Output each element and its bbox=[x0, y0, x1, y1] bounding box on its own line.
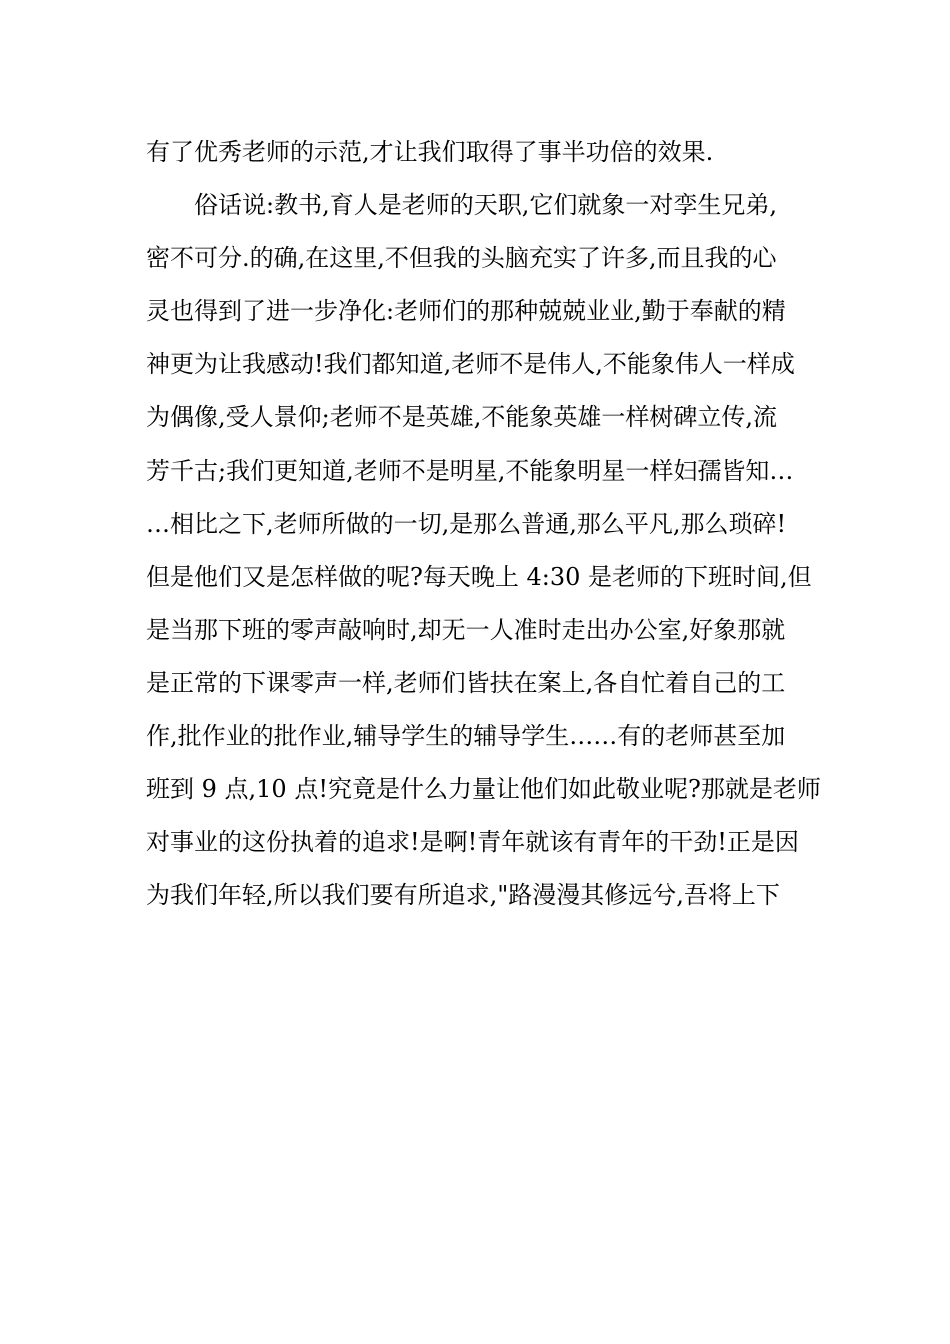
text-line: 灵也得到了进一步净化:老师们的那种兢兢业业,勤于奉献的精 bbox=[146, 297, 786, 326]
text-line: 有了优秀老师的示范,才让我们取得了事半功倍的效果. bbox=[146, 138, 714, 166]
text-line-paragraph-start: 俗话说:教书,育人是老师的天职,它们就象一对孪生兄弟, bbox=[194, 191, 777, 220]
text-line: 为偶像,受人景仰;老师不是英雄,不能象英雄一样树碑立传,流 bbox=[146, 403, 777, 432]
text-line: 芳千古;我们更知道,老师不是明星,不能象明星一样妇孺皆知… bbox=[146, 456, 794, 485]
text-line: 对事业的这份执着的追求!是啊!青年就该有青年的干劲!正是因 bbox=[146, 828, 799, 857]
text-line: 作,批作业的批作业,辅导学生的辅导学生……有的老师甚至加 bbox=[146, 722, 786, 751]
text-line: 但是他们又是怎样做的呢?每天晚上 4:30 是老师的下班时间,但 bbox=[146, 562, 812, 591]
text-line: 班到 9 点,10 点!究竟是什么力量让他们如此敬业呢?那就是老师 bbox=[146, 775, 821, 804]
text-line: 为我们年轻,所以我们要有所追求,"路漫漫其修远兮,吾将上下 bbox=[146, 881, 780, 910]
text-line: 神更为让我感动!我们都知道,老师不是伟人,不能象伟人一样成 bbox=[146, 350, 795, 379]
text-line: 密不可分.的确,在这里,不但我的头脑充实了许多,而且我的心 bbox=[146, 244, 777, 273]
text-line: …相比之下,老师所做的一切,是那么普通,那么平凡,那么琐碎! bbox=[146, 509, 787, 538]
body-text bbox=[146, 126, 821, 922]
text-line: 是当那下班的零声敲响时,却无一人准时走出办公室,好象那就 bbox=[146, 615, 786, 644]
text-line: 是正常的下课零声一样,老师们皆扶在案上,各自忙着自己的工 bbox=[146, 668, 786, 697]
